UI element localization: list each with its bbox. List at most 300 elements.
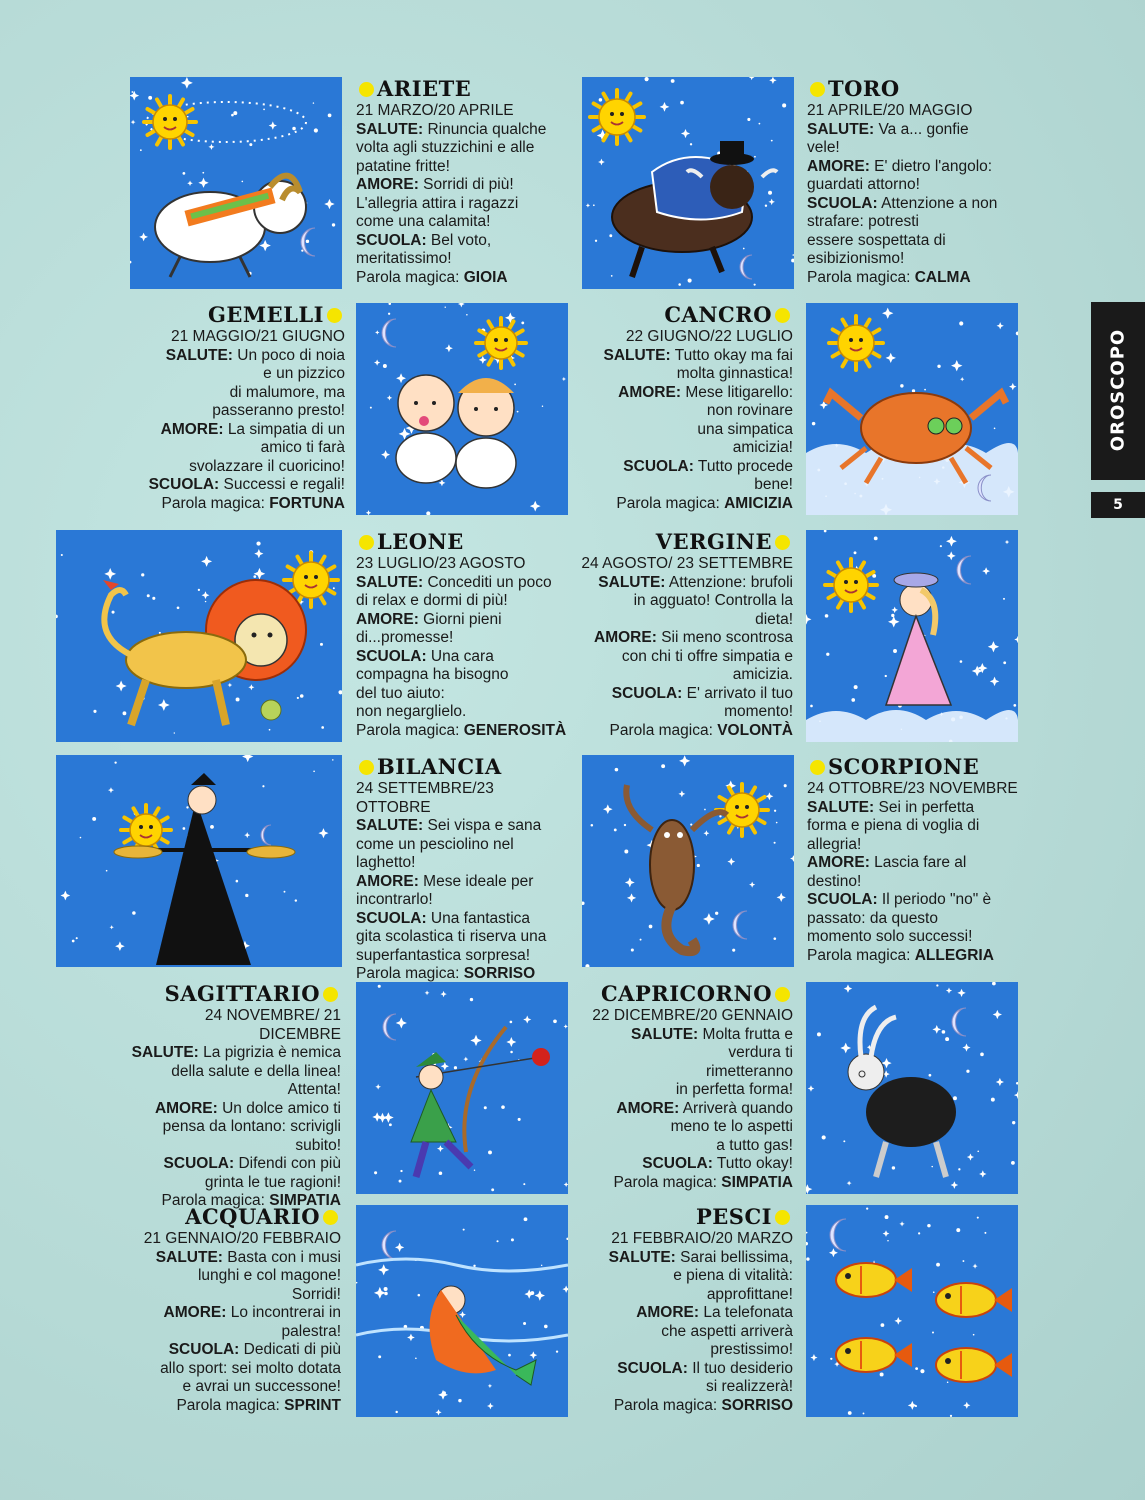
salute-label: SALUTE: xyxy=(603,346,671,364)
sign-dates: 22 GIUGNO/22 LUGLIO xyxy=(625,328,793,345)
magic-word: ALLEGRIA xyxy=(914,946,994,964)
scuola-text: esibizionismo! xyxy=(807,250,905,267)
sign-text-vergine xyxy=(578,530,793,740)
amore-line xyxy=(126,1137,341,1156)
scuola-text: Attenzione a non xyxy=(881,194,998,212)
scuola-line xyxy=(356,685,571,704)
sign-name: GEMELLI xyxy=(207,302,324,327)
bullet-dot-icon xyxy=(775,1210,790,1225)
amore-line xyxy=(578,1323,793,1342)
scuola-text: grinta le tue ragioni! xyxy=(204,1173,341,1191)
scuola-text: strafare: potresti xyxy=(807,213,919,230)
scuola-text: gita scolastica ti riserva una xyxy=(356,928,547,945)
scuola-label: SCUOLA: xyxy=(356,647,427,665)
salute-line xyxy=(578,1286,793,1305)
salute-line xyxy=(578,1063,793,1082)
salute-line xyxy=(126,1063,341,1082)
salute-line xyxy=(126,1044,341,1063)
sign-name: ARIETE xyxy=(377,76,472,101)
salute-line xyxy=(126,1286,341,1305)
amore-text: incontrarlo! xyxy=(356,891,433,908)
scuola-line xyxy=(807,910,1022,929)
amore-label: AMORE: xyxy=(356,872,419,890)
salute-label: SALUTE: xyxy=(356,817,424,834)
amore-text: a tutto gas! xyxy=(716,1136,793,1154)
salute-text: della salute e della linea! xyxy=(171,1062,341,1080)
lion-illustration xyxy=(56,530,342,742)
scuola-line xyxy=(807,232,1022,251)
amore-line xyxy=(578,1118,793,1137)
salute-text: vele! xyxy=(807,139,840,156)
amore-text: meno te lo aspetti xyxy=(670,1118,793,1135)
amore-line xyxy=(356,611,571,630)
virgo-illustration xyxy=(806,530,1018,742)
amore-line xyxy=(126,1323,341,1342)
salute-text: in agguato! Controlla la xyxy=(633,592,793,609)
sign-dates: 21 MAGGIO/21 GIUGNO xyxy=(171,328,345,345)
bullet-dot-icon xyxy=(359,82,374,97)
salute-text: passeranno presto! xyxy=(212,402,345,419)
sign-text-bilancia xyxy=(356,755,571,984)
scuola-line xyxy=(807,891,1022,910)
amore-line xyxy=(807,873,1022,892)
salute-line xyxy=(356,854,571,873)
magic-word: SORRISO xyxy=(721,1396,793,1414)
sign-dates: 24 SETTEMBRE/23 OTTOBRE xyxy=(356,780,494,816)
sign-dates: 21 GENNAIO/20 FEBBRAIO xyxy=(143,1230,341,1247)
magic-word-label: Parola magica: xyxy=(613,1396,718,1414)
sign-title xyxy=(130,303,345,327)
amore-line xyxy=(578,1341,793,1360)
salute-text: Concediti un poco xyxy=(427,573,552,591)
amore-text: amico ti farà xyxy=(260,439,345,456)
scuola-text: Difendi con più xyxy=(238,1155,341,1172)
amore-text: Lo incontrerai in xyxy=(230,1304,341,1321)
amore-line xyxy=(130,421,345,440)
scuola-line xyxy=(356,232,571,251)
amore-text: L'allegria attira i ragazzi xyxy=(356,194,519,212)
amore-line xyxy=(126,1100,341,1119)
scuola-text: passato: da questo xyxy=(807,909,938,927)
salute-line xyxy=(356,836,571,855)
salute-line xyxy=(130,402,345,421)
ram-illustration xyxy=(130,77,342,289)
sign-text-pesci xyxy=(578,1205,793,1415)
amore-text: pensa da lontano: scrivigli xyxy=(162,1118,341,1135)
sign-title xyxy=(807,755,1022,779)
bullet-dot-icon xyxy=(810,760,825,775)
magic-word: GENEROSITÀ xyxy=(463,721,567,739)
salute-line xyxy=(356,817,571,836)
sign-name: CAPRICORNO xyxy=(600,981,772,1006)
salute-label: SALUTE: xyxy=(155,1248,223,1266)
magic-word-label: Parola magica: xyxy=(616,494,720,512)
sign-title xyxy=(356,77,571,101)
amore-text: Sii meno scontrosa xyxy=(661,629,793,646)
magic-word: CALMA xyxy=(914,268,971,286)
salute-line xyxy=(356,574,571,593)
salute-text: patatine fritte! xyxy=(356,157,450,175)
amore-line xyxy=(126,1118,341,1137)
sign-dates: 21 APRILE/20 MAGGIO xyxy=(807,102,973,119)
scuola-line xyxy=(356,250,571,269)
sign-name: SCORPIONE xyxy=(828,754,980,779)
bullet-dot-icon xyxy=(810,82,825,97)
sign-title xyxy=(578,1205,793,1229)
section-title: OROSCOPO xyxy=(1107,328,1129,452)
salute-label: SALUTE: xyxy=(356,120,424,138)
amore-text: Lascia fare al xyxy=(874,854,967,871)
salute-text: forma e piena di voglia di xyxy=(807,817,980,834)
salute-text: Attenzione: brufoli xyxy=(668,573,793,591)
scuola-line xyxy=(126,1174,341,1193)
amore-line xyxy=(578,629,793,648)
scuola-label: SCUOLA: xyxy=(611,684,683,702)
scuola-text: Il periodo "no" è xyxy=(881,891,992,908)
amore-text: E' dietro l'angolo: xyxy=(874,157,993,175)
page-number: 5 xyxy=(1091,492,1145,518)
sign-name: CANCRO xyxy=(664,302,772,327)
amore-label: AMORE: xyxy=(618,383,681,401)
amore-line xyxy=(126,1304,341,1323)
scuola-line xyxy=(130,476,345,495)
goat-illustration xyxy=(806,982,1018,1194)
scuola-line xyxy=(807,250,1022,269)
salute-text: La pigrizia è nemica xyxy=(203,1044,341,1061)
amore-line xyxy=(130,458,345,477)
magic-word-line xyxy=(578,722,793,741)
amore-line xyxy=(578,421,793,440)
sign-text-leone xyxy=(356,530,571,740)
salute-line xyxy=(130,347,345,366)
amore-text: Mese ideale per xyxy=(423,872,534,890)
scuola-line xyxy=(578,1360,793,1379)
sign-text-toro xyxy=(807,77,1022,287)
fish-illustration xyxy=(806,1205,1018,1417)
scuola-line xyxy=(578,1155,793,1174)
bullet-dot-icon xyxy=(323,1210,338,1225)
salute-line xyxy=(130,384,345,403)
amore-line xyxy=(578,1304,793,1323)
magic-word-label: Parola magica: xyxy=(176,1396,280,1414)
scorpion-illustration xyxy=(582,755,794,967)
scuola-label: SCUOLA: xyxy=(356,231,427,249)
amore-label: AMORE: xyxy=(594,629,657,646)
salute-line xyxy=(356,158,571,177)
amore-label: AMORE: xyxy=(160,420,224,438)
amore-text: di...promesse! xyxy=(356,629,454,646)
amore-text: La telefonata xyxy=(703,1304,793,1321)
amore-label: AMORE: xyxy=(807,157,870,175)
amore-text: guardati attorno! xyxy=(807,176,920,193)
sign-title xyxy=(356,755,571,779)
sign-name: VERGINE xyxy=(655,529,772,554)
sign-text-gemelli xyxy=(130,303,345,513)
amore-line xyxy=(578,439,793,458)
sign-dates: 22 DICEMBRE/20 GENNAIO xyxy=(592,1007,793,1024)
sign-title xyxy=(126,1205,341,1229)
scuola-line xyxy=(126,1341,341,1360)
sign-title xyxy=(578,303,793,327)
salute-label: SALUTE: xyxy=(356,573,424,591)
amore-text: amicizia! xyxy=(732,439,793,456)
salute-text: di malumore, ma xyxy=(229,383,345,401)
sign-name: BILANCIA xyxy=(377,754,502,779)
scuola-line xyxy=(356,703,571,722)
sign-name: ACQUARIO xyxy=(185,1204,320,1229)
salute-text: di relax e dormi di più! xyxy=(356,592,508,609)
bullet-dot-icon xyxy=(775,987,790,1002)
salute-line xyxy=(578,611,793,630)
bullet-dot-icon xyxy=(775,535,790,550)
salute-line xyxy=(578,1081,793,1100)
scuola-line xyxy=(356,666,571,685)
scuola-text: momento! xyxy=(724,703,793,720)
salute-text: Va a... gonfie xyxy=(878,120,969,138)
salute-line xyxy=(356,592,571,611)
salute-line xyxy=(126,1081,341,1100)
amore-line xyxy=(578,402,793,421)
scuola-text: del tuo aiuto: xyxy=(356,684,445,702)
scuola-text: Dedicati di più xyxy=(243,1341,341,1358)
salute-line xyxy=(578,347,793,366)
amore-label: AMORE: xyxy=(636,1304,700,1321)
scuola-text: Bel voto, xyxy=(430,231,492,249)
amore-text: Mese litigarello: xyxy=(685,383,793,401)
salute-line xyxy=(356,121,571,140)
magic-word-label: Parola magica: xyxy=(807,946,911,964)
scuola-line xyxy=(356,910,571,929)
salute-line xyxy=(356,139,571,158)
amore-text: prestissimo! xyxy=(710,1341,793,1358)
amore-label: AMORE: xyxy=(356,176,419,193)
scuola-line xyxy=(126,1155,341,1174)
amore-text: non rovinare xyxy=(706,402,793,419)
amore-text: Arriverà quando xyxy=(682,1099,793,1117)
scuola-text: e avrai un successone! xyxy=(182,1378,341,1395)
scuola-text: E' arrivato il tuo xyxy=(686,684,793,702)
salute-text: allegria! xyxy=(807,835,862,853)
sign-name: LEONE xyxy=(377,529,464,554)
scuola-label: SCUOLA: xyxy=(623,457,694,475)
magic-word-label: Parola magica: xyxy=(609,721,713,739)
salute-line xyxy=(578,592,793,611)
amore-label: AMORE: xyxy=(154,1099,218,1117)
scuola-text: superfantastica sorpresa! xyxy=(356,946,531,964)
sign-title xyxy=(126,982,341,1006)
amore-text: subito! xyxy=(295,1136,341,1154)
amore-line xyxy=(356,213,571,232)
bullet-dot-icon xyxy=(327,308,342,323)
amore-text: destino! xyxy=(807,872,862,890)
amore-line xyxy=(356,195,571,214)
magic-word-label: Parola magica: xyxy=(356,965,460,982)
salute-label: SALUTE: xyxy=(807,798,875,816)
salute-text: Un poco di noia xyxy=(237,346,345,364)
amore-label: AMORE: xyxy=(356,610,419,628)
salute-text: Rinuncia qualche xyxy=(427,120,547,138)
scuola-text: non negarglielo. xyxy=(356,703,467,720)
scuola-line xyxy=(578,685,793,704)
salute-line xyxy=(807,836,1022,855)
magic-word: SIMPATIA xyxy=(269,1192,341,1209)
magic-word-line xyxy=(130,495,345,514)
bullet-dot-icon xyxy=(359,760,374,775)
salute-text: rimetteranno xyxy=(705,1062,793,1080)
amore-line xyxy=(356,629,571,648)
scuola-label: SCUOLA: xyxy=(617,1359,688,1377)
magic-word: FORTUNA xyxy=(269,494,345,512)
sign-name: PESCI xyxy=(696,1204,772,1229)
salute-text: Sarai bellissima, xyxy=(680,1248,793,1266)
scuola-label: SCUOLA: xyxy=(148,476,220,493)
sign-text-cancro xyxy=(578,303,793,513)
bull-illustration xyxy=(582,77,794,289)
amore-line xyxy=(807,854,1022,873)
salute-text: Sei vispa e sana xyxy=(427,817,542,834)
scuola-text: momento solo successi! xyxy=(807,928,973,945)
amore-line xyxy=(578,648,793,667)
amore-text: come una calamita! xyxy=(356,213,491,230)
salute-text: come un pesciolino nel xyxy=(356,835,514,853)
scuola-line xyxy=(126,1378,341,1397)
scuola-line xyxy=(356,928,571,947)
sign-title xyxy=(807,77,1022,101)
salute-label: SALUTE: xyxy=(807,120,875,138)
scuola-line xyxy=(578,476,793,495)
amore-line xyxy=(807,176,1022,195)
magic-word-line xyxy=(578,1174,793,1193)
crab-illustration xyxy=(806,303,1018,515)
salute-line xyxy=(807,817,1022,836)
magic-word-line xyxy=(126,1397,341,1416)
salute-line xyxy=(807,139,1022,158)
sign-name: TORO xyxy=(828,76,900,101)
magic-word-label: Parola magica: xyxy=(356,268,460,286)
scuola-label: SCUOLA: xyxy=(807,891,878,908)
magic-word: AMICIZIA xyxy=(724,494,793,512)
amore-label: AMORE: xyxy=(807,854,870,871)
twins-illustration xyxy=(356,303,568,515)
salute-line xyxy=(578,574,793,593)
scuola-text: Tutto procede xyxy=(697,457,793,475)
scuola-text: si realizzerà! xyxy=(706,1378,793,1395)
sign-title xyxy=(356,530,571,554)
amore-text: La simpatia di un xyxy=(227,420,345,438)
sign-dates: 24 AGOSTO/ 23 SETTEMBRE xyxy=(581,555,793,572)
magic-word-label: Parola magica: xyxy=(161,1192,265,1209)
sign-dates: 23 LUGLIO/23 AGOSTO xyxy=(356,555,526,572)
magic-word-line xyxy=(807,947,1022,966)
magic-word-label: Parola magica: xyxy=(161,494,265,512)
salute-text: laghetto! xyxy=(356,854,416,871)
amore-line xyxy=(578,666,793,685)
salute-text: molta ginnastica! xyxy=(676,365,793,382)
salute-text: dieta! xyxy=(755,610,793,628)
salute-line xyxy=(578,1026,793,1045)
sign-title xyxy=(578,982,793,1006)
amore-line xyxy=(130,439,345,458)
amore-text: svolazzare il cuoricino! xyxy=(189,457,345,475)
amore-label: AMORE: xyxy=(616,1099,680,1117)
salute-text: Tutto okay ma fai xyxy=(674,346,793,364)
salute-label: SALUTE: xyxy=(165,346,233,364)
salute-line xyxy=(126,1267,341,1286)
scuola-label: SCUOLA: xyxy=(163,1155,235,1172)
amore-line xyxy=(578,1100,793,1119)
amore-line xyxy=(578,1137,793,1156)
scuola-line xyxy=(807,195,1022,214)
salute-text: e un pizzico xyxy=(263,365,345,382)
amore-line xyxy=(807,158,1022,177)
amore-label: AMORE: xyxy=(163,1304,227,1321)
salute-label: SALUTE: xyxy=(131,1044,199,1061)
scuola-text: Una cara xyxy=(430,647,494,665)
magic-word-line xyxy=(578,1397,793,1416)
magic-word-line xyxy=(356,269,571,288)
amore-line xyxy=(356,176,571,195)
sign-dates: 21 MARZO/20 APRILE xyxy=(356,102,514,119)
salute-text: Sorridi! xyxy=(291,1285,341,1303)
salute-line xyxy=(807,799,1022,818)
magic-word: SPRINT xyxy=(284,1396,341,1414)
sign-dates: 24 NOVEMBRE/ 21 DICEMBRE xyxy=(204,1007,341,1043)
salute-text: approfittane! xyxy=(706,1285,793,1303)
magic-word-label: Parola magica: xyxy=(807,268,911,286)
salute-text: Attenta! xyxy=(287,1081,341,1098)
scuola-line xyxy=(356,947,571,966)
salute-text: Molta frutta e xyxy=(702,1025,793,1043)
salute-text: Sei in perfetta xyxy=(878,798,975,816)
sign-text-scorpione xyxy=(807,755,1022,965)
scuola-label: SCUOLA: xyxy=(807,194,878,212)
scuola-text: Successi e regali! xyxy=(223,476,345,493)
sign-dates: 21 FEBBRAIO/20 MARZO xyxy=(611,1230,793,1247)
mermaid-illustration xyxy=(356,1205,568,1417)
salute-label: SALUTE: xyxy=(598,573,666,591)
sign-text-capricorno xyxy=(578,982,793,1192)
salute-text: lunghi e col magone! xyxy=(197,1267,341,1284)
bullet-dot-icon xyxy=(323,987,338,1002)
amore-text: palestra! xyxy=(281,1322,341,1340)
scuola-line xyxy=(578,703,793,722)
scuola-line xyxy=(356,648,571,667)
salute-line xyxy=(130,365,345,384)
sign-name: SAGITTARIO xyxy=(164,981,320,1006)
sign-title xyxy=(578,530,793,554)
scuola-text: bene! xyxy=(754,476,793,493)
magic-word: GIOIA xyxy=(463,268,508,286)
scuola-line xyxy=(807,928,1022,947)
salute-text: in perfetta forma! xyxy=(675,1081,793,1098)
scuola-text: Una fantastica xyxy=(430,909,531,927)
amore-text: Sorridi di più! xyxy=(423,176,514,193)
salute-label: SALUTE: xyxy=(631,1025,699,1043)
scales-illustration xyxy=(56,755,342,967)
magic-word: VOLONTÀ xyxy=(717,721,793,739)
scuola-line xyxy=(578,1378,793,1397)
scuola-label: SCUOLA: xyxy=(642,1155,713,1172)
salute-line xyxy=(126,1249,341,1268)
salute-text: e piena di vitalità: xyxy=(673,1267,793,1284)
magic-word-line xyxy=(356,965,571,984)
magic-word-line xyxy=(356,722,571,741)
sign-dates: 24 OTTOBRE/23 NOVEMBRE xyxy=(807,780,1018,797)
salute-line xyxy=(807,121,1022,140)
salute-text: volta agli stuzzichini e alle xyxy=(356,139,535,156)
scuola-text: Il tuo desiderio xyxy=(692,1359,793,1377)
scuola-label: SCUOLA: xyxy=(356,909,427,927)
